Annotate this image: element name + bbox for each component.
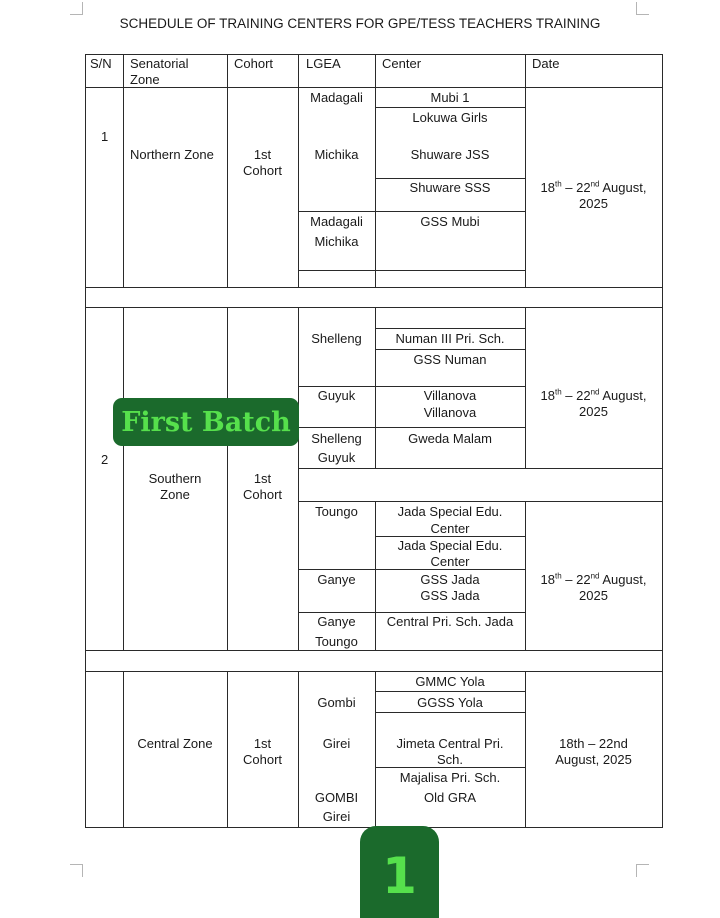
southern-center-8: Jada Special Edu. xyxy=(397,538,503,553)
corner-mark-top-right xyxy=(636,2,649,15)
northern-lgea-2: Michika xyxy=(314,147,359,162)
header-center: Center xyxy=(382,56,422,71)
southern-lgea-5: Toungo xyxy=(315,504,358,519)
southern-lgea-2: Guyuk xyxy=(317,388,356,403)
northern-center-5: GSS Mubi xyxy=(420,214,480,229)
southern-center-9: Center xyxy=(430,554,470,569)
central-cohort xyxy=(227,736,298,768)
central-center-4: Sch. xyxy=(436,752,463,767)
header-sn: S/N xyxy=(90,56,112,71)
southern-center-12: Central Pri. Sch. Jada xyxy=(386,614,514,629)
southern-date-1: 18th – 22nd August, 2025 xyxy=(540,387,647,419)
corner-mark-top-left xyxy=(70,2,83,15)
southern-center-2: GSS Numan xyxy=(413,352,487,367)
southern-lgea-1: Shelleng xyxy=(311,331,362,346)
corner-mark-bottom-left xyxy=(70,864,83,877)
southern-lgea-4: Guyuk xyxy=(317,450,356,465)
northern-center-2: Lokuwa Girls xyxy=(412,110,488,125)
southern-lgea-7: Ganye xyxy=(317,614,356,629)
southern-cohort-line2: Cohort xyxy=(242,487,283,502)
header-cohort: Cohort xyxy=(234,56,274,71)
page-number-label: 1 xyxy=(382,847,417,905)
central-center-5: Majalisa Pri. Sch. xyxy=(399,770,501,785)
northern-lgea-3: Madagali xyxy=(310,214,363,229)
southern-center-11: GSS Jada xyxy=(420,588,480,603)
northern-cohort-line1: 1st xyxy=(253,147,272,162)
southern-center-3: Villanova xyxy=(423,388,477,403)
central-zone: Central Zone xyxy=(137,736,213,751)
northern-center-1: Mubi 1 xyxy=(430,90,470,105)
central-cohort-line1: 1st xyxy=(253,736,272,751)
central-date xyxy=(525,736,662,768)
southern-zone xyxy=(123,471,227,503)
header-zone-line1: Senatorial xyxy=(130,56,189,71)
southern-sn: 2 xyxy=(101,452,109,467)
header-lgea: LGEA xyxy=(306,56,341,71)
southern-center-5: Gweda Malam xyxy=(408,431,492,446)
northern-date: 18th – 22nd August, 2025 xyxy=(540,179,647,211)
southern-center-7: Center xyxy=(430,521,470,536)
central-cohort-line2: Cohort xyxy=(242,752,283,767)
northern-sn: 1 xyxy=(101,129,109,144)
southern-cohort xyxy=(227,471,298,503)
central-center-3: Jimeta Central Pri. xyxy=(396,736,504,751)
northern-lgea-4: Michika xyxy=(314,234,359,249)
southern-zone-line2: Zone xyxy=(160,487,190,502)
southern-lgea-3: Shelleng xyxy=(311,431,362,446)
central-lgea-1: Gombi xyxy=(317,695,356,710)
southern-center-6: Jada Special Edu. xyxy=(397,504,503,519)
header-date: Date xyxy=(532,56,560,71)
northern-cohort xyxy=(227,147,298,179)
header-zone-line2: Zone xyxy=(130,72,160,87)
central-center-2: GGSS Yola xyxy=(417,695,483,710)
southern-lgea-8: Toungo xyxy=(315,634,358,649)
central-lgea-2: Girei xyxy=(322,736,351,751)
southern-lgea-6: Ganye xyxy=(317,572,356,587)
central-center-6: Old GRA xyxy=(423,790,476,805)
header-zone xyxy=(130,56,189,88)
central-lgea-3: GOMBI xyxy=(314,790,359,805)
northern-center-3: Shuware JSS xyxy=(410,147,490,162)
southern-center-10: GSS Jada xyxy=(420,572,480,587)
central-date-line1: 18th – 22nd xyxy=(559,736,628,751)
document-title: SCHEDULE OF TRAINING CENTERS FOR GPE/TESS TEACHERS TRAINING xyxy=(119,16,601,31)
southern-date-2: 18th – 22nd August, 2025 xyxy=(540,571,647,603)
northern-lgea-1: Madagali xyxy=(310,90,363,105)
southern-cohort-line1: 1st xyxy=(253,471,272,486)
northern-zone: Northern Zone xyxy=(130,147,214,162)
first-batch-badge xyxy=(113,398,299,446)
central-lgea-4: Girei xyxy=(322,809,351,824)
southern-center-4: Villanova xyxy=(423,405,477,420)
first-batch-label: First Batch xyxy=(121,406,291,438)
page-number-badge xyxy=(360,826,439,918)
southern-zone-line1: Southern xyxy=(148,471,202,486)
northern-center-4: Shuware SSS xyxy=(409,180,491,195)
southern-center-1: Numan III Pri. Sch. xyxy=(395,331,505,346)
corner-mark-bottom-right xyxy=(636,864,649,877)
central-center-1: GMMC Yola xyxy=(415,674,485,689)
central-date-line2: August, 2025 xyxy=(555,752,632,767)
northern-cohort-line2: Cohort xyxy=(242,163,283,178)
